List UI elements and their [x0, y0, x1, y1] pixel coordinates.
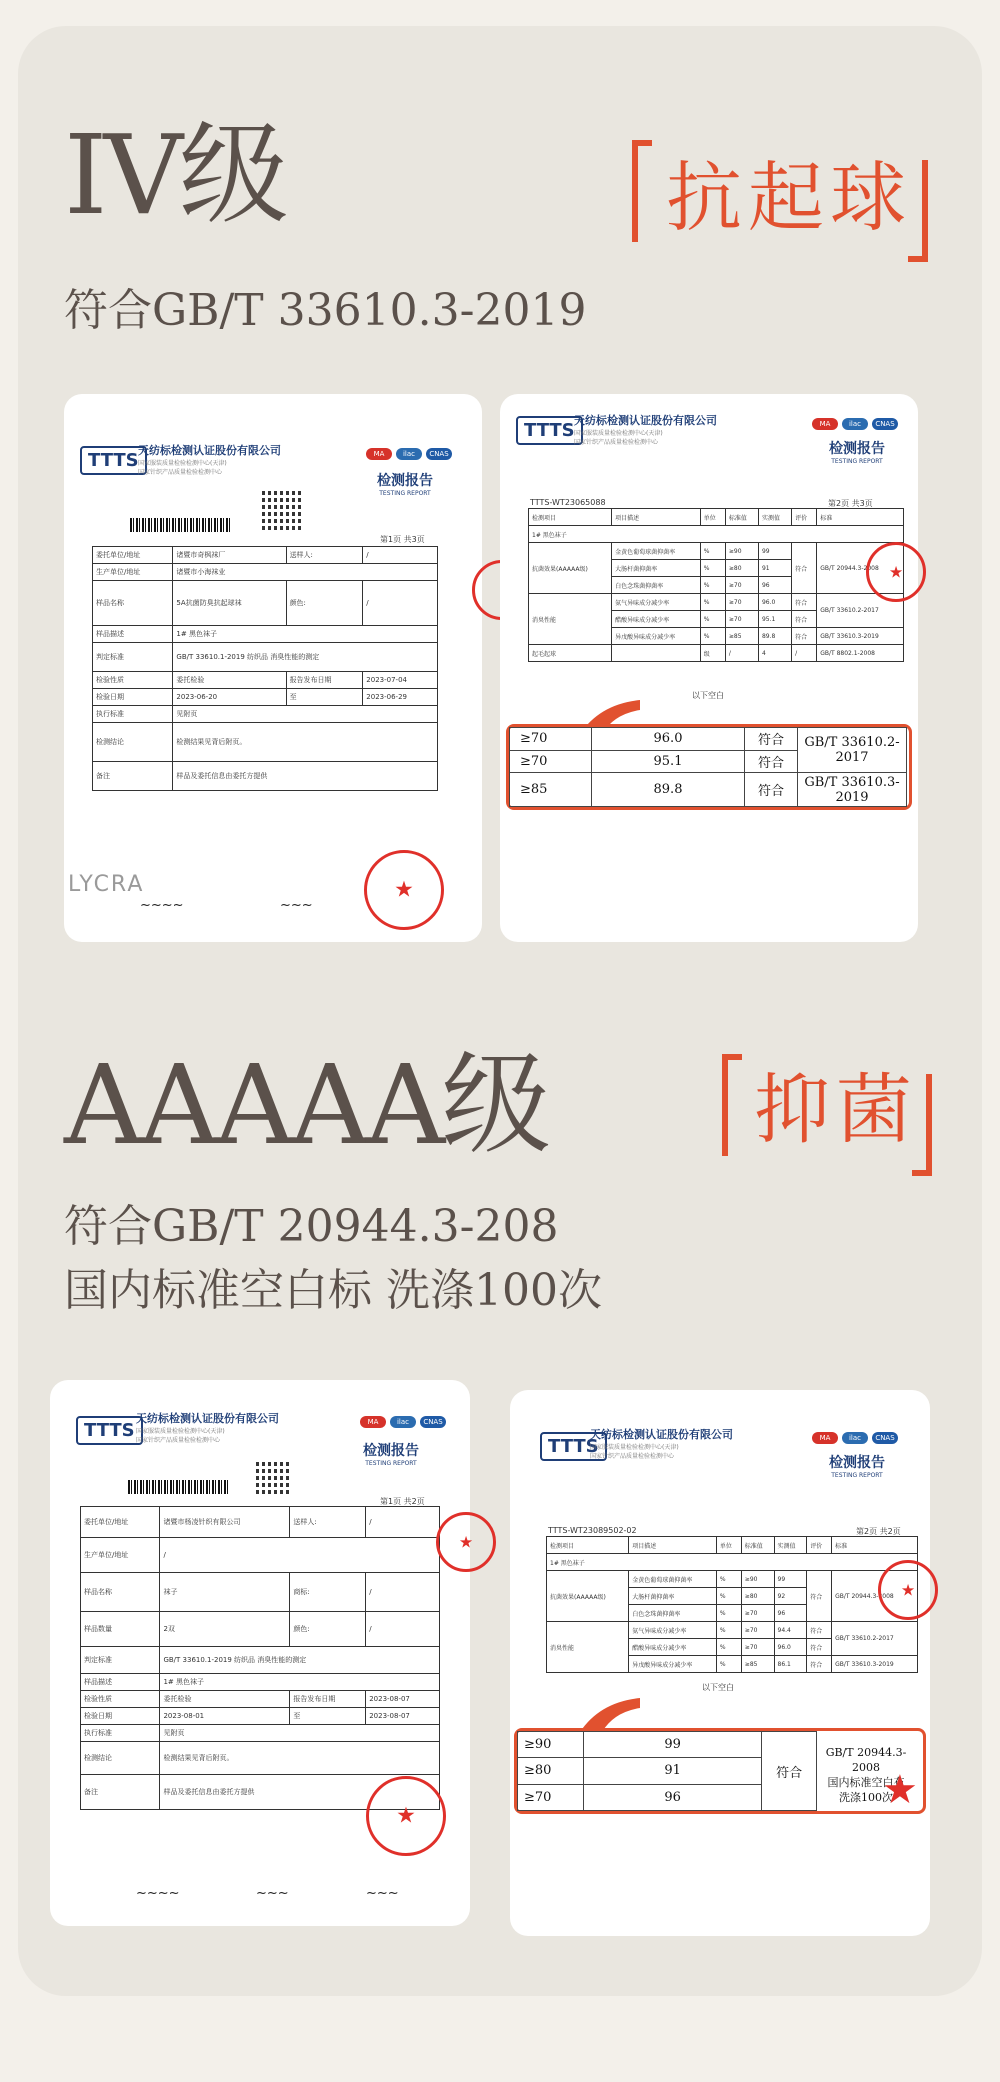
report-card-2 [500, 394, 918, 942]
company-name: 天纺标检测认证股份有限公司 国家服装质量检验检测中心(天津) 国家针织产品质量检验检测中心 [138, 444, 281, 476]
page-number: 第1页 共3页 [380, 535, 425, 544]
ilac-icon: ilac [842, 1432, 868, 1444]
cma-icon: MA [366, 448, 392, 460]
badge-antibacterial: 抑菌 [754, 1065, 918, 1154]
bracket-right-1 [908, 160, 928, 262]
report-title: 检测报告 TESTING REPORT [829, 1455, 885, 1479]
official-stamp: ★ [364, 850, 444, 930]
signature-1: ~~~~ [136, 1886, 180, 1901]
report-card-4 [510, 1390, 930, 1936]
report-title: 检测报告 TESTING REPORT [377, 473, 433, 497]
end-note: 以下空白 [692, 691, 724, 700]
company-name: 天纺标检测认证股份有限公司 国家服装质量检验检测中心(天津) 国家针织产品质量检验检测中心 [574, 414, 717, 446]
official-stamp: ★ [366, 1776, 446, 1856]
cma-icon: MA [360, 1416, 386, 1428]
seam-stamp: ★ [866, 542, 926, 602]
report-title: 检测报告 TESTING REPORT [829, 441, 885, 465]
standard-text-2: 符合GB/T 20944.3-208 [64, 1201, 559, 1252]
ilac-icon: ilac [396, 448, 422, 460]
cnas-icon: CNAS [872, 418, 898, 430]
ilac-icon: ilac [842, 418, 868, 430]
signature-1: ~~~~ [140, 898, 184, 913]
ttts-logo: TTTS [76, 1416, 143, 1445]
report-card-3 [50, 1380, 474, 1926]
bracket-right-2 [912, 1074, 932, 1176]
end-note: 以下空白 [702, 1683, 734, 1692]
bracket-left-2 [722, 1054, 742, 1156]
grade-title-2: AAAAA级 [64, 1041, 548, 1169]
cnas-icon: CNAS [420, 1416, 446, 1428]
zoom-standard-text: GB/T 20944.3-2008 国内标准空白布 洗涤100次 [825, 1746, 907, 1804]
results-table: 检测项目 项目描述 单位 标准值 实测值 评价 标准 1# 黑色袜子 抗菌效果(AAAAA级) 金黄色葡萄球菌抑菌率 % ≥90 99 符合 GB/T 20944.3-2008 大肠杆菌抑菌率 % ≥80 92 白色念珠菌抑菌率 % ≥70 96 消臭性能 氨气异味成分减少率 % ≥70 94.4 符合 GB/T 33610.2-2017 醋酸异味成分减少率 % ≥70 96.0 符合 异戊酸异味成分减少率 % ≥85 86.1 符合 GB/T 33610.3-2019 [546, 1536, 918, 1673]
stamp-star-icon: ★ [882, 1767, 918, 1813]
bracket-left-1 [632, 140, 652, 242]
qr-code [262, 490, 302, 530]
callout-pointer [580, 1698, 640, 1732]
report-form-table: 委托单位/地址 诸暨市奇枫袜厂 送样人: / 生产单位/地址 诸暨市小海袜业 样品名称 5A抗菌防臭抗起球袜 颜色: / 样品描述 1# 黑色袜子 判定标准 GB/T 33610.1-2019 纺织品 消臭性能的测定 检验性质 委托检验 报告发布日期 2023-07-04 检验日期 2023-06-20 至 2023-06-29 执行标准 见附页 检测结论 检测结果见背后附页。 备注 样品及委托信息由委托方提供 [92, 546, 438, 791]
seam-stamp: ★ [878, 1560, 938, 1620]
barcode [130, 518, 230, 532]
page-number: 第1页 共2页 [380, 1497, 425, 1506]
standard-text-3: 国内标准空白标 洗涤100次 [64, 1265, 602, 1316]
grade-title-1: IV级 [64, 111, 285, 239]
report-number: TTTS-WT23089502-02 [548, 1526, 637, 1535]
lycra-watermark: LYCRA [68, 872, 145, 897]
report-form-table: 委托单位/地址 诸暨市杨凌针织有限公司 送样人: / 生产单位/地址 / 样品名称 袜子 商标: / 样品数量 2双 颜色: / 判定标准 GB/T 33610.1-2019 纺织品 消臭性能的测定 样品描述 1# 黑色袜子 检验性质 委托检验 报告发布日期 2023-08-07 检验日期 2023-08-01 至 2023-08-07 执行标准 见附页 检测结论 检测结果见背后附页。 备注 样品及委托信息由委托方提供 [80, 1506, 440, 1810]
cma-icon: MA [812, 1432, 838, 1444]
cma-icon: MA [812, 418, 838, 430]
cnas-icon: CNAS [426, 448, 452, 460]
report-card-1 [64, 394, 482, 942]
zoom-result-table: ≥90 99 符合 ≥80 91 ≥70 96 [517, 1731, 817, 1811]
ttts-logo: TTTS [540, 1432, 607, 1461]
barcode [128, 1480, 228, 1494]
badge-anti-pilling: 抗起球 [666, 153, 912, 242]
report-number: TTTS-WT23065088 [530, 498, 606, 507]
standard-text-1: 符合GB/T 33610.3-2019 [64, 285, 587, 336]
ilac-icon: ilac [390, 1416, 416, 1428]
signature-2: ~~~ [280, 898, 313, 913]
cnas-icon: CNAS [872, 1432, 898, 1444]
zoom-result-table: ≥70 96.0 符合 GB/T 33610.2-2017 ≥70 95.1 符合 ≥85 89.8 符合 GB/T 33610.3-2019 [509, 727, 907, 807]
results-table: 检测项目 项目描述 单位 标准值 实测值 评价 标准 1# 黑色袜子 抗菌效果(AAAAA级) 金黄色葡萄球菌抑菌率 % ≥90 99 符合 GB/T 20944.3-2008 大肠杆菌抑菌率 % ≥80 91 白色念珠菌抑菌率 % ≥70 96 消臭性能 氨气异味成分减少率 % ≥70 96.0 符合 GB/T 33610.2-2017 醋酸异味成分减少率 % ≥70 95.1 符合 异戊酸异味成分减少率 % ≥85 89.8 符合 GB/T 33610.3-2019 起毛起球 级 / 4 / GB/T 8802.1-2008 [528, 508, 904, 662]
ttts-logo: TTTS [80, 446, 147, 475]
qr-code [256, 1460, 290, 1494]
signature-2: ~~~ [256, 1886, 289, 1901]
company-name: 天纺标检测认证股份有限公司 国家服装质量检验检测中心(天津) 国家针织产品质量检验检测中心 [590, 1428, 733, 1460]
company-name: 天纺标检测认证股份有限公司 国家服装质量检验检测中心(天津) 国家针织产品质量检验检测中心 [136, 1412, 279, 1444]
seam-stamp: ★ [436, 1512, 496, 1572]
ttts-logo: TTTS [516, 416, 583, 445]
page-number: 第2页 共2页 [856, 1527, 901, 1536]
signature-3: ~~~ [366, 1886, 399, 1901]
report-title: 检测报告 TESTING REPORT [363, 1443, 419, 1467]
page-number: 第2页 共3页 [828, 499, 873, 508]
